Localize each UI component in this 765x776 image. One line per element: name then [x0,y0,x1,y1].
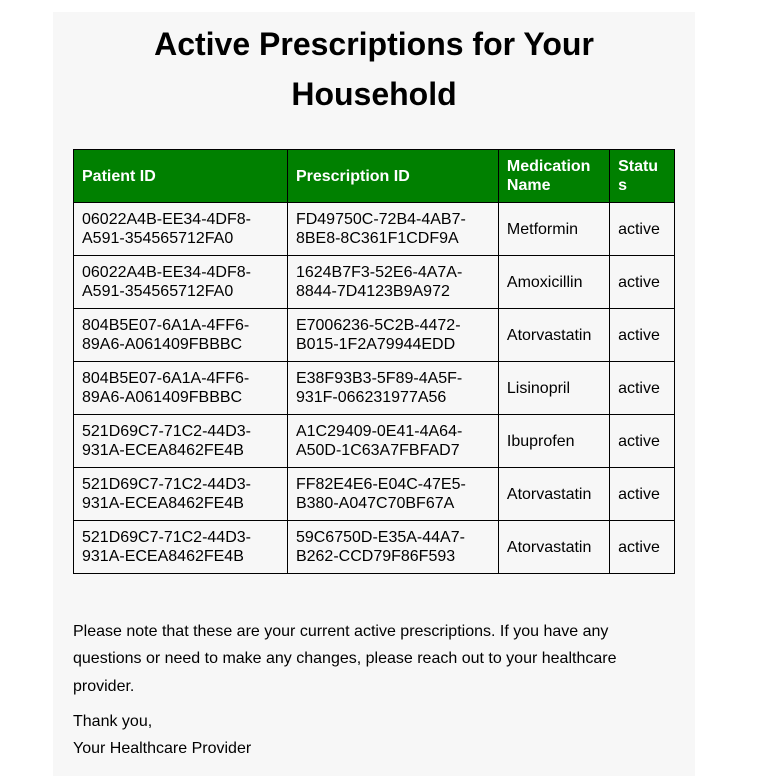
medication-name-cell: Metformin [498,203,609,256]
column-header-status: Status [610,150,675,203]
prescription-id-cell: FD49750C-72B4-4AB7-8BE8-8C361F1CDF9A [287,203,498,256]
medication-name-cell: Atorvastatin [498,521,609,574]
column-header-medication-name: Medication Name [498,150,609,203]
status-cell: active [610,521,675,574]
status-cell: active [610,468,675,521]
prescription-id-cell: 1624B7F3-52E6-4A7A-8844-7D4123B9A972 [287,256,498,309]
column-header-patient-id: Patient ID [74,150,288,203]
table-row [74,203,675,256]
table-row [74,468,675,521]
patient-id-cell: 521D69C7-71C2-44D3-931A-ECEA8462FE4B [74,521,288,574]
signoff [73,708,675,762]
prescription-id-cell: E7006236-5C2B-4472-B015-1F2A79944EDD [287,309,498,362]
table-row [74,362,675,415]
page-title: Active Prescriptions for Your Household [154,26,594,112]
table-row [74,415,675,468]
table-row [74,256,675,309]
prescription-id-cell: E38F93B3-5F89-4A5F-931F-066231977A56 [287,362,498,415]
patient-id-cell: 521D69C7-71C2-44D3-931A-ECEA8462FE4B [74,415,288,468]
column-header-prescription-id: Prescription ID [287,150,498,203]
status-cell: active [610,309,675,362]
prescription-id-cell: FF82E4E6-E04C-47E5-B380-A047C70BF67A [287,468,498,521]
patient-id-cell: 521D69C7-71C2-44D3-931A-ECEA8462FE4B [74,468,288,521]
status-cell: active [610,362,675,415]
prescriptions-table [73,149,675,574]
signoff-provider: Your Healthcare Provider [73,739,252,757]
patient-id-cell: 06022A4B-EE34-4DF8-A591-354565712FA0 [74,203,288,256]
status-cell: active [610,203,675,256]
prescription-id-cell: A1C29409-0E41-4A64-A50D-1C63A7FBFAD7 [287,415,498,468]
medication-name-cell: Atorvastatin [498,309,609,362]
medication-name-cell: Amoxicillin [498,256,609,309]
patient-id-cell: 804B5E07-6A1A-4FF6-89A6-A061409FBBBC [74,362,288,415]
signoff-thanks: Thank you, [73,712,153,730]
patient-id-cell: 804B5E07-6A1A-4FF6-89A6-A061409FBBBC [74,309,288,362]
prescription-id-cell: 59C6750D-E35A-44A7-B262-CCD79F86F593 [287,521,498,574]
medication-name-cell: Ibuprofen [498,415,609,468]
status-cell: active [610,415,675,468]
table-row [74,521,675,574]
table-row [74,309,675,362]
medication-name-cell: Atorvastatin [498,468,609,521]
medication-name-cell: Lisinopril [498,362,609,415]
table-body [74,203,675,574]
status-cell: active [610,256,675,309]
table-header-row [74,150,675,203]
email-body [53,12,695,776]
note-text: Please note that these are your current active prescriptions. If you have any questions or need to make any changes, please reach out to your healthcare provider. [73,623,617,695]
patient-id-cell: 06022A4B-EE34-4DF8-A591-354565712FA0 [74,256,288,309]
